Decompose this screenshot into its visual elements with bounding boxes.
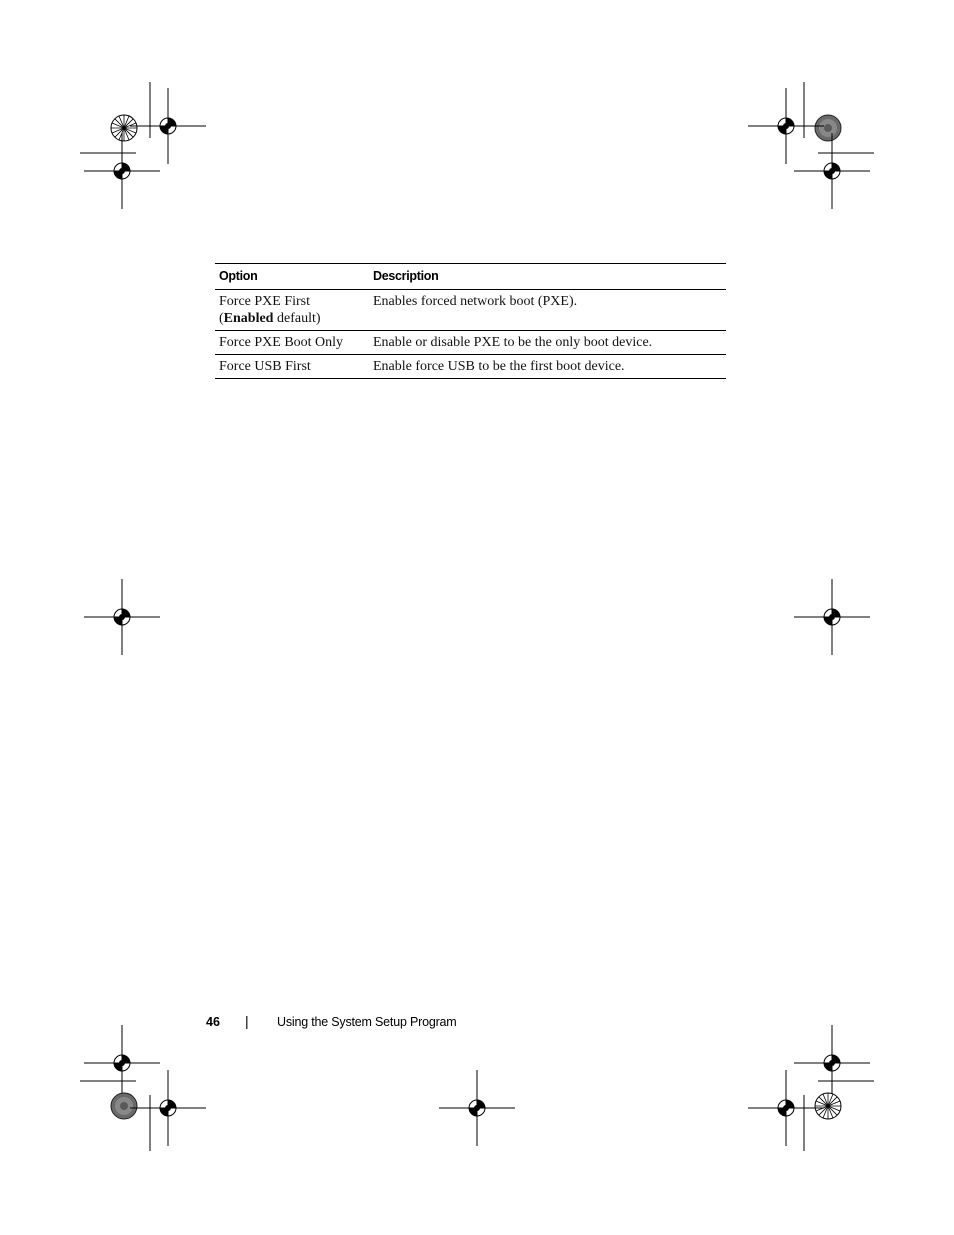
description-cell: Enable or disable PXE to be the only boot device.: [369, 331, 726, 355]
table-row: [215, 355, 726, 379]
table-row: [215, 290, 726, 331]
description-cell: Enables forced network boot (PXE).: [369, 290, 726, 331]
description-cell: Enable force USB to be the first boot device.: [369, 355, 726, 379]
option-default-note: (Enabled default): [219, 311, 321, 326]
table-header-row: [215, 264, 726, 290]
option-cell: Force USB First: [215, 355, 369, 379]
footer-section-title: Using the System Setup Program: [277, 1015, 457, 1029]
option-cell: Force PXE Boot Only: [215, 331, 369, 355]
column-header-description: Description: [369, 264, 726, 290]
boot-options-table: [215, 263, 726, 379]
option-cell: [215, 290, 369, 331]
option-name: Force PXE First: [219, 294, 310, 309]
column-header-option: Option: [215, 264, 369, 290]
option-default-suffix: default): [273, 311, 321, 326]
option-default-value: Enabled: [223, 311, 274, 326]
page-number: 46: [206, 1015, 220, 1029]
footer-separator: |: [245, 1013, 249, 1029]
table-row: [215, 331, 726, 355]
